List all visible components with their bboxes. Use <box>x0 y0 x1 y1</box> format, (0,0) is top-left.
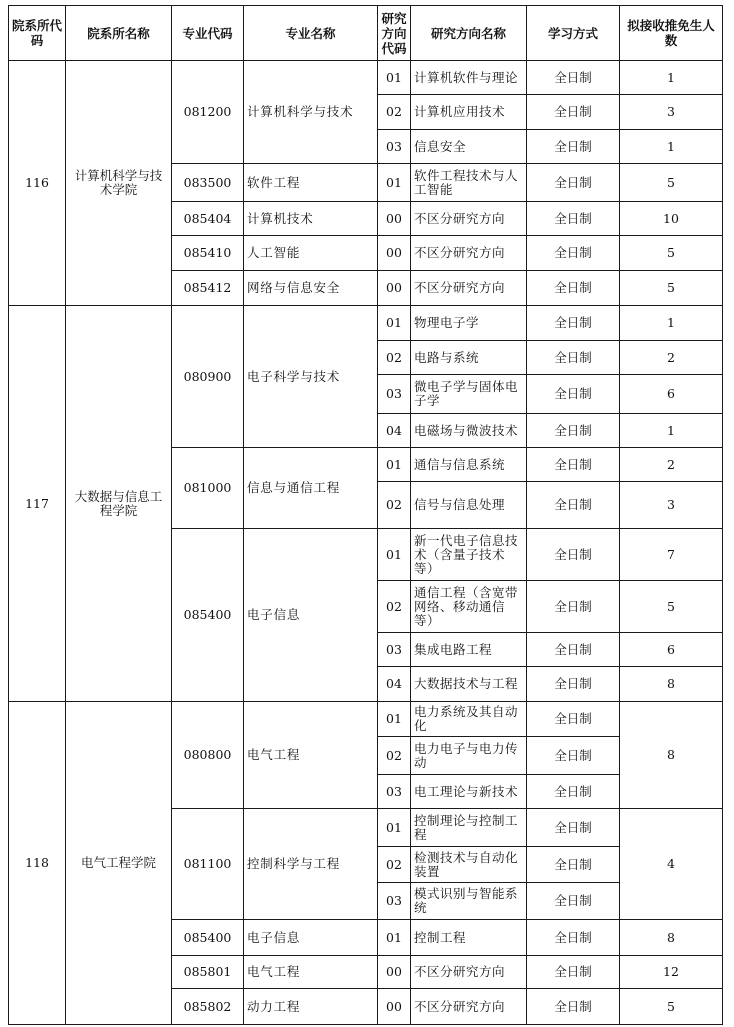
study-mode: 全日制 <box>527 306 620 341</box>
study-mode: 全日制 <box>527 633 620 667</box>
table-row <box>9 306 723 341</box>
direction-code: 02 <box>378 95 411 130</box>
direction-name: 检测技术与自动化装置 <box>411 847 527 883</box>
table-row <box>9 702 723 737</box>
dept-name: 电气工程学院 <box>66 702 172 1025</box>
study-mode: 全日制 <box>527 236 620 271</box>
direction-code: 01 <box>378 164 411 202</box>
major-name: 软件工程 <box>244 164 378 202</box>
direction-name: 新一代电子信息技术（含量子技术等） <box>411 529 527 581</box>
study-mode: 全日制 <box>527 775 620 809</box>
direction-name: 电力系统及其自动化 <box>411 702 527 737</box>
major-code: 080900 <box>172 306 244 448</box>
direction-code: 02 <box>378 737 411 775</box>
study-mode: 全日制 <box>527 989 620 1025</box>
quota: 10 <box>620 202 723 236</box>
quota: 1 <box>620 306 723 341</box>
direction-name: 通信工程（含宽带网络、移动通信等） <box>411 581 527 633</box>
direction-name: 物理电子学 <box>411 306 527 341</box>
quota: 3 <box>620 482 723 529</box>
direction-name: 大数据技术与工程 <box>411 667 527 702</box>
direction-name: 信息安全 <box>411 130 527 164</box>
quota: 3 <box>620 95 723 130</box>
major-name: 计算机科学与技术 <box>244 61 378 164</box>
direction-code: 04 <box>378 414 411 448</box>
direction-name: 电力电子与电力传动 <box>411 737 527 775</box>
direction-name: 电磁场与微波技术 <box>411 414 527 448</box>
quota: 8 <box>620 667 723 702</box>
quota: 8 <box>620 920 723 956</box>
dept-code: 117 <box>9 306 66 702</box>
major-name: 电子科学与技术 <box>244 306 378 448</box>
quota: 5 <box>620 271 723 306</box>
header-row <box>9 6 723 61</box>
major-code: 085801 <box>172 956 244 989</box>
header-major-code: 专业代码 <box>172 6 244 61</box>
quota: 8 <box>620 702 723 809</box>
direction-code: 01 <box>378 448 411 482</box>
direction-code: 01 <box>378 920 411 956</box>
direction-name: 控制理论与控制工程 <box>411 809 527 847</box>
header-dept-code: 院系所代码 <box>9 6 66 61</box>
quota: 4 <box>620 809 723 920</box>
direction-code: 02 <box>378 581 411 633</box>
direction-code: 03 <box>378 633 411 667</box>
dept-code: 116 <box>9 61 66 306</box>
quota: 5 <box>620 581 723 633</box>
study-mode: 全日制 <box>527 920 620 956</box>
major-code: 085400 <box>172 529 244 702</box>
study-mode: 全日制 <box>527 271 620 306</box>
study-mode: 全日制 <box>527 809 620 847</box>
direction-code: 01 <box>378 61 411 95</box>
major-code: 085410 <box>172 236 244 271</box>
major-name: 电子信息 <box>244 920 378 956</box>
direction-code: 03 <box>378 775 411 809</box>
direction-name: 软件工程技术与人工智能 <box>411 164 527 202</box>
major-name: 电子信息 <box>244 529 378 702</box>
major-name: 电气工程 <box>244 702 378 809</box>
study-mode: 全日制 <box>527 164 620 202</box>
major-code: 081000 <box>172 448 244 529</box>
direction-code: 00 <box>378 956 411 989</box>
quota: 5 <box>620 989 723 1025</box>
major-name: 动力工程 <box>244 989 378 1025</box>
direction-name: 不区分研究方向 <box>411 271 527 306</box>
study-mode: 全日制 <box>527 375 620 414</box>
direction-code: 00 <box>378 271 411 306</box>
admission-quota-table <box>8 5 723 1025</box>
direction-name: 不区分研究方向 <box>411 202 527 236</box>
quota: 5 <box>620 164 723 202</box>
study-mode: 全日制 <box>527 202 620 236</box>
direction-name: 集成电路工程 <box>411 633 527 667</box>
dept-name: 大数据与信息工程学院 <box>66 306 172 702</box>
quota: 2 <box>620 341 723 375</box>
direction-code: 03 <box>378 375 411 414</box>
major-code: 085412 <box>172 271 244 306</box>
major-name: 人工智能 <box>244 236 378 271</box>
study-mode: 全日制 <box>527 667 620 702</box>
major-code: 081200 <box>172 61 244 164</box>
major-code: 080800 <box>172 702 244 809</box>
direction-name: 电路与系统 <box>411 341 527 375</box>
direction-name: 通信与信息系统 <box>411 448 527 482</box>
study-mode: 全日制 <box>527 95 620 130</box>
quota: 5 <box>620 236 723 271</box>
header-study-mode: 学习方式 <box>527 6 620 61</box>
direction-name: 不区分研究方向 <box>411 989 527 1025</box>
quota: 1 <box>620 61 723 95</box>
study-mode: 全日制 <box>527 847 620 883</box>
table-body <box>9 61 723 1025</box>
direction-code: 02 <box>378 482 411 529</box>
study-mode: 全日制 <box>527 61 620 95</box>
major-code: 085404 <box>172 202 244 236</box>
dept-name: 计算机科学与技术学院 <box>66 61 172 306</box>
direction-name: 信号与信息处理 <box>411 482 527 529</box>
direction-code: 01 <box>378 529 411 581</box>
study-mode: 全日制 <box>527 883 620 920</box>
quota: 1 <box>620 414 723 448</box>
study-mode: 全日制 <box>527 737 620 775</box>
direction-name: 微电子学与固体电子学 <box>411 375 527 414</box>
major-code: 083500 <box>172 164 244 202</box>
quota: 6 <box>620 633 723 667</box>
quota: 7 <box>620 529 723 581</box>
study-mode: 全日制 <box>527 581 620 633</box>
study-mode: 全日制 <box>527 529 620 581</box>
study-mode: 全日制 <box>527 448 620 482</box>
study-mode: 全日制 <box>527 414 620 448</box>
study-mode: 全日制 <box>527 956 620 989</box>
direction-code: 01 <box>378 809 411 847</box>
study-mode: 全日制 <box>527 341 620 375</box>
major-name: 信息与通信工程 <box>244 448 378 529</box>
major-name: 电气工程 <box>244 956 378 989</box>
direction-code: 00 <box>378 202 411 236</box>
study-mode: 全日制 <box>527 482 620 529</box>
quota: 6 <box>620 375 723 414</box>
direction-code: 03 <box>378 883 411 920</box>
direction-code: 02 <box>378 341 411 375</box>
header-direction-code: 研究方向代码 <box>378 6 411 61</box>
header-major-name: 专业名称 <box>244 6 378 61</box>
direction-name: 模式识别与智能系统 <box>411 883 527 920</box>
direction-name: 不区分研究方向 <box>411 236 527 271</box>
quota: 2 <box>620 448 723 482</box>
major-name: 控制科学与工程 <box>244 809 378 920</box>
quota: 12 <box>620 956 723 989</box>
major-code: 085802 <box>172 989 244 1025</box>
direction-code: 03 <box>378 130 411 164</box>
study-mode: 全日制 <box>527 130 620 164</box>
major-name: 网络与信息安全 <box>244 271 378 306</box>
direction-code: 01 <box>378 702 411 737</box>
direction-name: 电工理论与新技术 <box>411 775 527 809</box>
direction-code: 01 <box>378 306 411 341</box>
direction-code: 00 <box>378 989 411 1025</box>
header-quota: 拟接收推免生人数 <box>620 6 723 61</box>
direction-code: 02 <box>378 847 411 883</box>
direction-name: 不区分研究方向 <box>411 956 527 989</box>
direction-name: 计算机应用技术 <box>411 95 527 130</box>
header-direction-name: 研究方向名称 <box>411 6 527 61</box>
direction-code: 00 <box>378 236 411 271</box>
direction-name: 计算机软件与理论 <box>411 61 527 95</box>
direction-name: 控制工程 <box>411 920 527 956</box>
study-mode: 全日制 <box>527 702 620 737</box>
header-dept-name: 院系所名称 <box>66 6 172 61</box>
quota: 1 <box>620 130 723 164</box>
direction-code: 04 <box>378 667 411 702</box>
major-name: 计算机技术 <box>244 202 378 236</box>
dept-code: 118 <box>9 702 66 1025</box>
major-code: 081100 <box>172 809 244 920</box>
major-code: 085400 <box>172 920 244 956</box>
table-row <box>9 61 723 95</box>
